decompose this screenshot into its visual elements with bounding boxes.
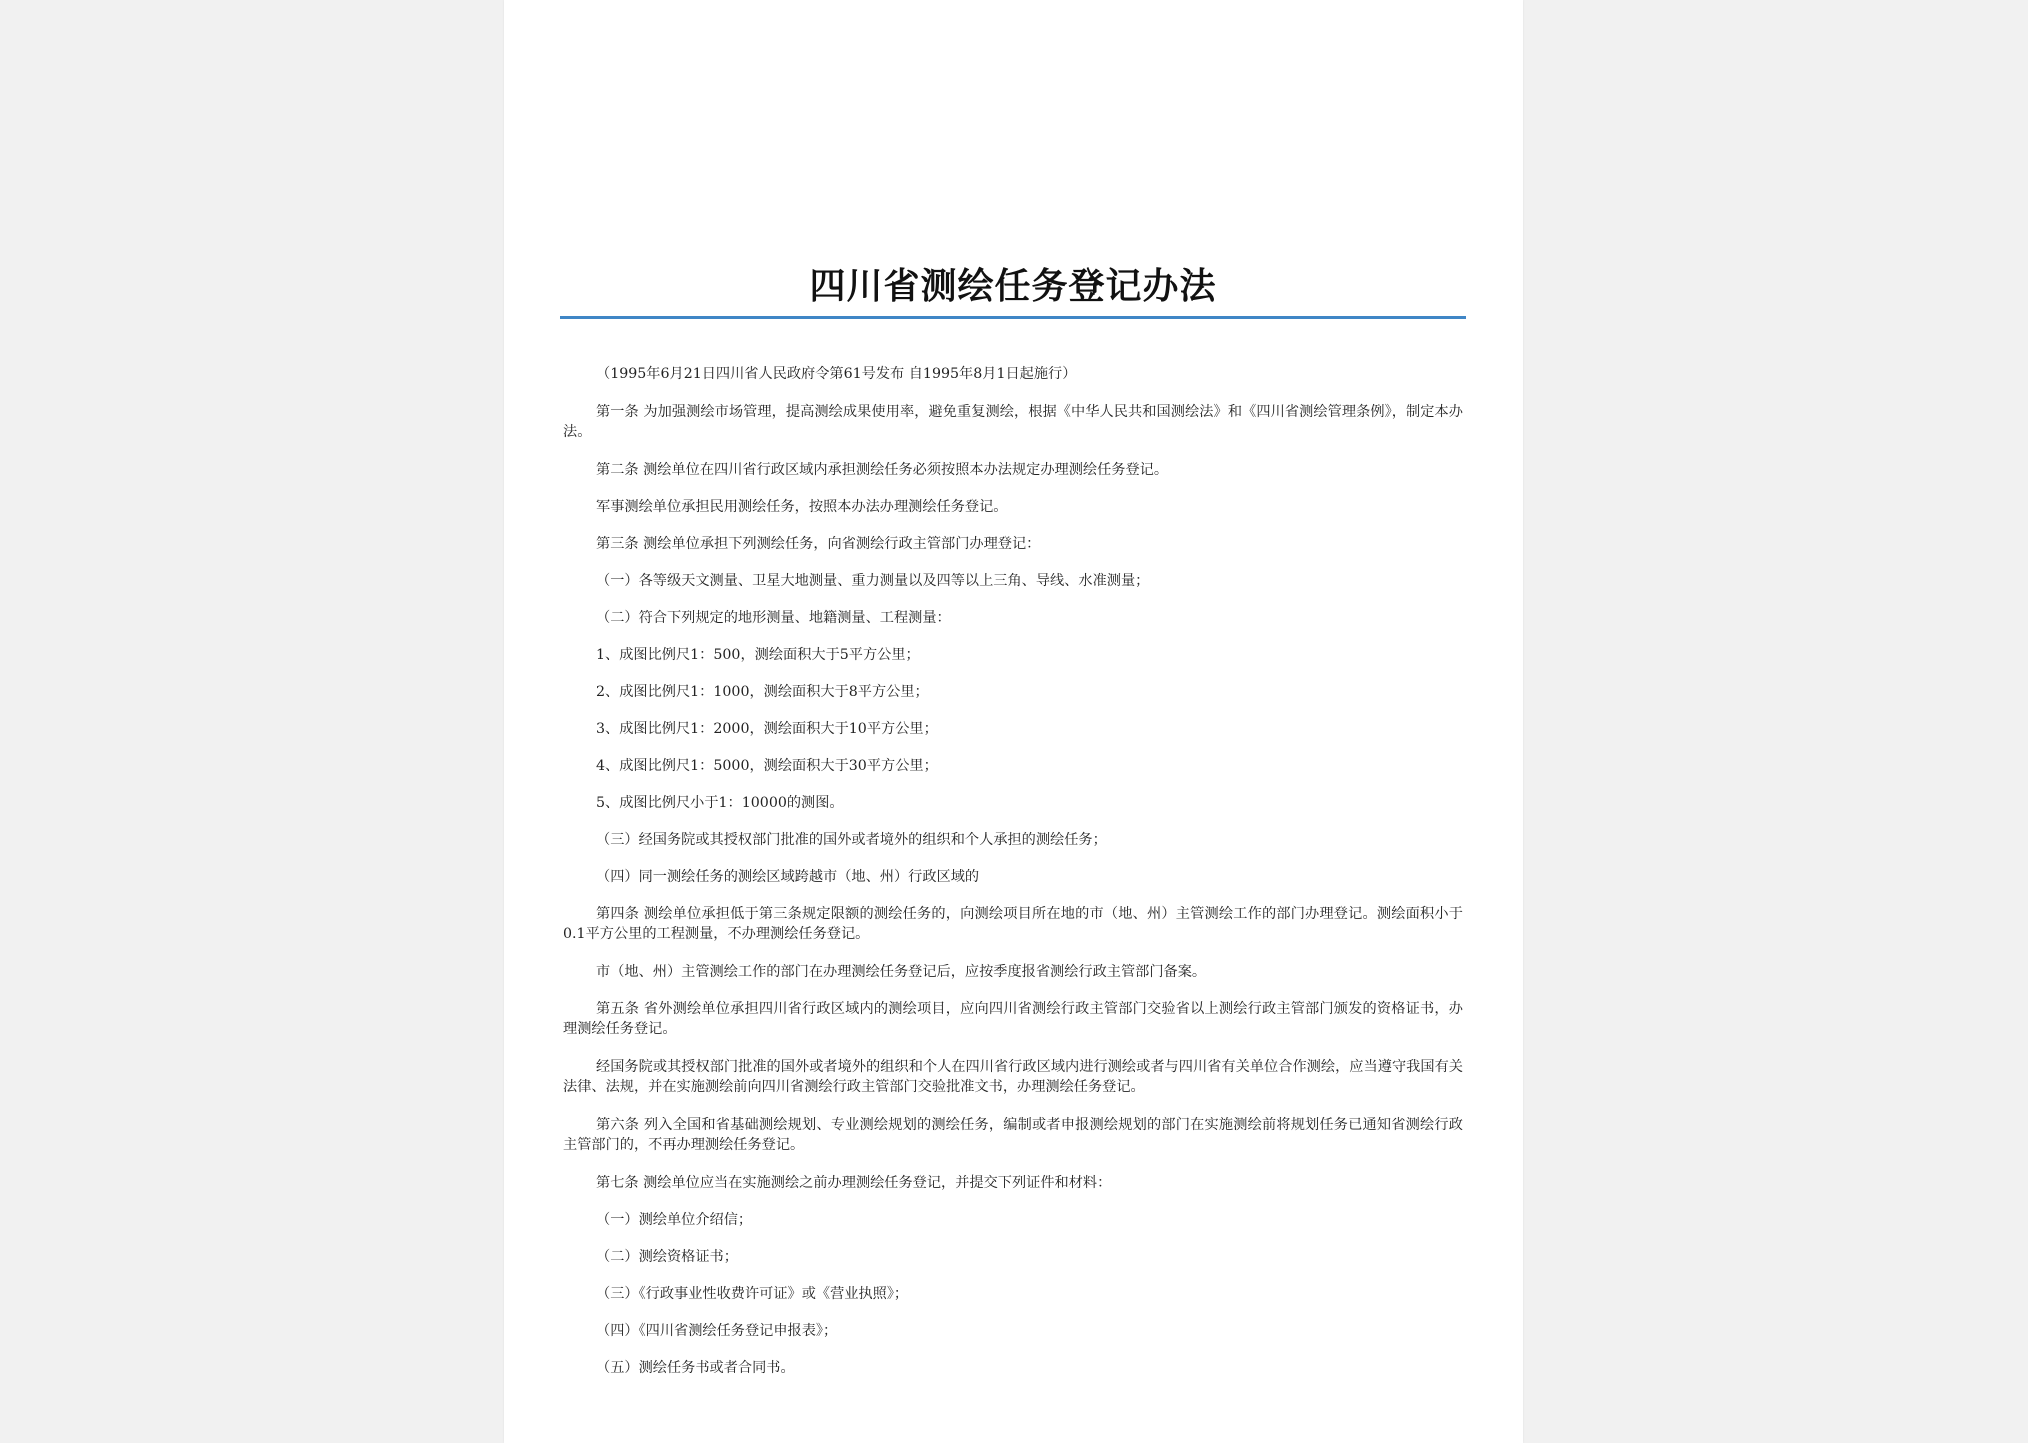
paragraph-article-1: 第一条 为加强测绘市场管理，提高测绘成果使用率，避免重复测绘，根据《中华人民共和国测绘法》和《四川省测绘管理条例》，制定本办法。: [563, 404, 1463, 440]
paragraph-article-5-foreign: 经国务院或其授权部门批准的国外或者境外的组织和个人在四川省行政区域内进行测绘或者与四川省有关单位合作测绘，应当遵守我国有关法律、法规，并在实施测绘前向四川省测绘行政主管部门交验批准文书，办理测绘任务登记。: [563, 1059, 1463, 1095]
list-item-7-1: （一）测绘单位介绍信；: [596, 1212, 753, 1228]
list-item-scale-5: 5、成图比例尺小于1：10000的测图。: [596, 795, 844, 811]
paragraph-article-4-filing: 市（地、州）主管测绘工作的部门在办理测绘任务登记后，应按季度报省测绘行政主管部门备案。: [596, 964, 1207, 980]
paragraph-article-3: 第三条 测绘单位承担下列测绘任务，向省测绘行政主管部门办理登记：: [596, 536, 1041, 552]
document-page: [504, 0, 1523, 1443]
paragraph-article-7: 第七条 测绘单位应当在实施测绘之前办理测绘任务登记，并提交下列证件和材料：: [596, 1175, 1112, 1191]
paragraph-article-5: 第五条 省外测绘单位承担四川省行政区域内的测绘项目，应向四川省测绘行政主管部门交验省以上测绘行政主管部门颁发的资格证书，办理测绘任务登记。: [563, 1001, 1463, 1037]
paragraph-article-4: 第四条 测绘单位承担低于第三条规定限额的测绘任务的，向测绘项目所在地的市（地、州）主管测绘工作的部门办理登记。测绘面积小于0.1平方公里的工程测量，不办理测绘任务登记。: [563, 906, 1463, 942]
document-title: 四川省测绘任务登记办法: [809, 266, 1217, 307]
list-item-scale-2: 2、成图比例尺1：1000，测绘面积大于8平方公里；: [596, 684, 929, 700]
list-item-3-1: （一）各等级天文测量、卫星大地测量、重力测量以及四等以上三角、导线、水准测量；: [596, 573, 1150, 589]
list-item-7-5: （五）测绘任务书或者合同书。: [596, 1360, 795, 1376]
paragraph-article-6: 第六条 列入全国和省基础测绘规划、专业测绘规划的测绘任务，编制或者申报测绘规划的部门在实施测绘前将规划任务已通知省测绘行政主管部门的，不再办理测绘任务登记。: [563, 1117, 1463, 1153]
list-item-3-2: （二）符合下列规定的地形测量、地籍测量、工程测量：: [596, 610, 951, 626]
paragraph-article-2-military: 军事测绘单位承担民用测绘任务，按照本办法办理测绘任务登记。: [596, 499, 1008, 515]
list-item-scale-3: 3、成图比例尺1：2000，测绘面积大于10平方公里；: [596, 721, 938, 737]
title-divider: [560, 316, 1466, 319]
list-item-3-4: （四）同一测绘任务的测绘区域跨越市（地、州）行政区域的: [596, 869, 980, 885]
paragraph-source-note: （1995年6月21日四川省人民政府令第61号发布 自1995年8月1日起施行）: [596, 366, 1077, 382]
list-item-7-2: （二）测绘资格证书；: [596, 1249, 738, 1265]
list-item-scale-4: 4、成图比例尺1：5000，测绘面积大于30平方公里；: [596, 758, 938, 774]
list-item-3-3: （三）经国务院或其授权部门批准的国外或者境外的组织和个人承担的测绘任务；: [596, 832, 1107, 848]
list-item-7-3: （三）《行政事业性收费许可证》或《营业执照》；: [596, 1286, 909, 1302]
paragraph-article-2: 第二条 测绘单位在四川省行政区域内承担测绘任务必须按照本办法规定办理测绘任务登记。: [596, 462, 1169, 478]
list-item-7-4: （四）《四川省测绘任务登记申报表》；: [596, 1323, 838, 1339]
list-item-scale-1: 1、成图比例尺1：500，测绘面积大于5平方公里；: [596, 647, 920, 663]
